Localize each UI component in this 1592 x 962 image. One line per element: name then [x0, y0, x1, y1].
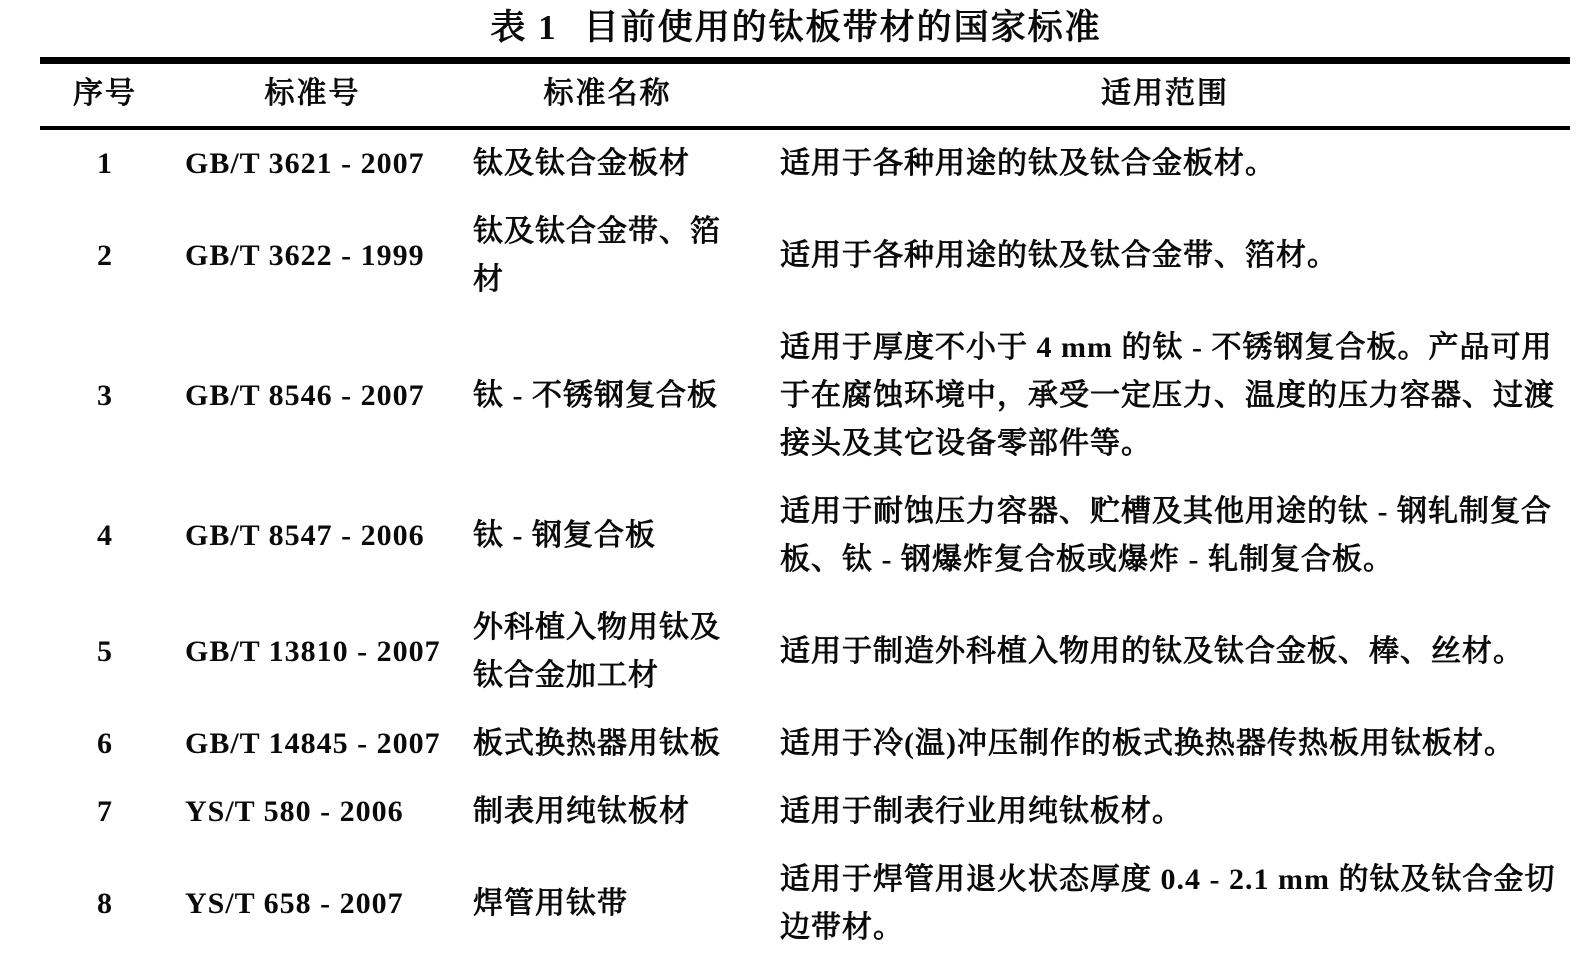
table-row: [40, 128, 1570, 198]
cell-index: 5: [97, 635, 113, 668]
cell-scope: 适用于焊管用退火状态厚度 0.4 - 2.1 mm 的钛及钛合金切边带材。: [780, 863, 1556, 944]
cell-standard-name: 制表用纯钛板材: [473, 795, 690, 828]
table-title: [0, 0, 1592, 50]
cell-standard-name: 钛及钛合金板材: [473, 147, 690, 180]
cell-index: 3: [97, 379, 113, 412]
cell-standard-no: YS/T 580 - 2006: [185, 795, 404, 828]
cell-standard-no: GB/T 13810 - 2007: [185, 635, 441, 668]
cell-standard-name: 钛及钛合金带、箔材: [473, 215, 721, 296]
cell-standard-no: GB/T 3621 - 2007: [185, 147, 425, 180]
cell-scope: 适用于制造外科植入物用的钛及钛合金板、棒、丝材。: [780, 635, 1524, 668]
cell-standard-name: 外科植入物用钛及钛合金加工材: [473, 611, 721, 692]
cell-standard-no: YS/T 658 - 2007: [185, 887, 404, 920]
cell-index: 4: [97, 519, 113, 552]
cell-scope: 适用于耐蚀压力容器、贮槽及其他用途的钛 - 钢轧制复合板、钛 - 钢爆炸复合板或爆炸 - 轧制复合板。: [780, 495, 1552, 576]
cell-index: 1: [97, 147, 113, 180]
cell-standard-name: 板式换热器用钛板: [473, 727, 721, 760]
table-number-label: 表 1: [490, 8, 558, 47]
table-row: [40, 478, 1570, 594]
col-header-index: 序号: [40, 61, 170, 129]
cell-standard-no: GB/T 8547 - 2006: [185, 519, 425, 552]
table-caption: 目前使用的钛板带材的国家标准: [583, 8, 1102, 47]
table-row: [40, 778, 1570, 846]
cell-standard-no: GB/T 3622 - 1999: [185, 239, 425, 272]
col-header-standard-name: 标准名称: [455, 61, 760, 129]
table-row: [40, 846, 1570, 962]
cell-scope: 适用于冷(温)冲压制作的板式换热器传热板用钛板材。: [780, 727, 1515, 760]
header-row: [40, 61, 1570, 129]
cell-standard-no: GB/T 8546 - 2007: [185, 379, 425, 412]
cell-scope: 适用于各种用途的钛及钛合金带、箔材。: [780, 239, 1338, 272]
col-header-scope: 适用范围: [760, 61, 1570, 129]
cell-index: 7: [97, 795, 113, 828]
cell-index: 6: [97, 727, 113, 760]
table-row: [40, 594, 1570, 710]
cell-scope: 适用于制表行业用纯钛板材。: [780, 795, 1183, 828]
standards-table: [40, 57, 1570, 962]
cell-standard-name: 钛 - 不锈钢复合板: [473, 379, 718, 412]
cell-index: 2: [97, 239, 113, 272]
cell-index: 8: [97, 887, 113, 920]
cell-standard-name: 钛 - 钢复合板: [473, 519, 656, 552]
table-row: [40, 710, 1570, 778]
col-header-standard-no: 标准号: [170, 61, 455, 129]
cell-scope: 适用于厚度不小于 4 mm 的钛 - 不锈钢复合板。产品可用于在腐蚀环境中，承受一定压力、温度的压力容器、过渡接头及其它设备零部件等。: [780, 331, 1555, 460]
cell-scope: 适用于各种用途的钛及钛合金板材。: [780, 147, 1276, 180]
table-row: [40, 198, 1570, 314]
cell-standard-name: 焊管用钛带: [473, 887, 628, 920]
cell-standard-no: GB/T 14845 - 2007: [185, 727, 441, 760]
table-row: [40, 314, 1570, 478]
